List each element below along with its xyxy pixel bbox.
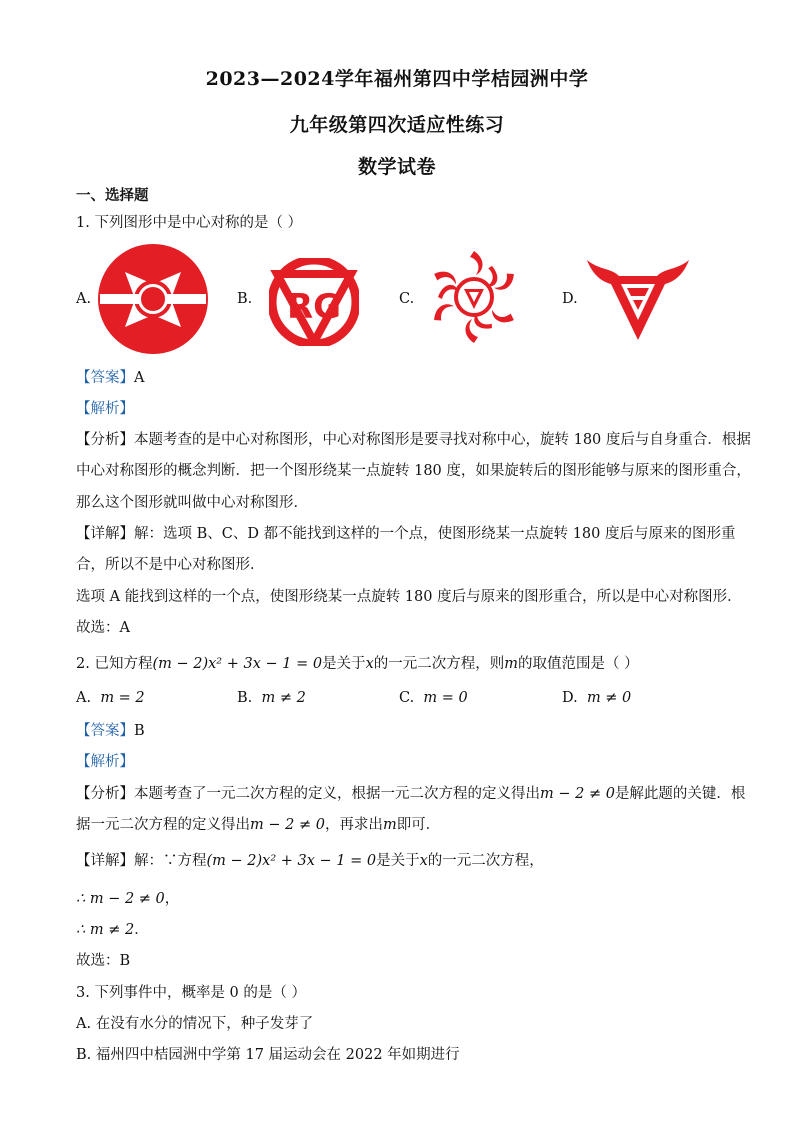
q2-fenxi-line2 [76, 815, 726, 835]
option-value: m = 0 [423, 690, 468, 706]
section-heading: 一、选择题 [76, 187, 149, 204]
header-exam-name: 九年级第四次适应性练习 [289, 114, 505, 136]
q3-option-a: A. 在没有水分的情况下，种子发芽了 [76, 1016, 314, 1032]
detail-text: 方程 [177, 853, 207, 869]
q1-analysis-tag: 【解析】 [76, 401, 134, 417]
q2-option-d [562, 690, 631, 706]
q2-step2 [76, 920, 726, 940]
detail-text: 是关于 [376, 853, 420, 869]
detail-text: 解： [134, 853, 163, 869]
fenxi-math: m [382, 817, 397, 833]
q2-fenxi-line1 [76, 784, 746, 804]
answer-tag: 【答案】 [76, 370, 134, 386]
q2-analysis-tag: 【解析】 [76, 754, 134, 770]
q1-detail-line2: 合，所以不是中心对称图形． [76, 557, 265, 573]
q2-var-x: x [365, 656, 374, 672]
q1-fenxi-line1 [76, 430, 751, 450]
q1-option-a-logo [95, 243, 211, 356]
fenxi-tag: 【分析】 [76, 786, 134, 802]
option-label: D. [562, 690, 578, 706]
step-punct: ． [134, 922, 149, 938]
q1-stem: 1. 下列图形中是中心对称的是（ ） [76, 215, 303, 231]
q1-fenxi-line3: 那么这个图形就叫做中心对称图形． [76, 495, 308, 511]
q2-option-b [237, 690, 306, 706]
detail-equation: (m − 2)x² + 3x − 1 = 0 [206, 853, 377, 869]
option-label: C. [399, 690, 415, 706]
q2-stem-part: 的一元二次方程，则 [373, 656, 505, 672]
q1-detail-line1 [76, 524, 736, 544]
header-subject: 数学试卷 [357, 156, 436, 178]
option-value: m ≠ 2 [261, 690, 306, 706]
q1-detail-line3: 选项 A 能找到这样的一个点，使图形绕某一点旋转 180 度后与原来的图形重合，所以是中心对称图形． [76, 589, 742, 605]
detail-tag: 【详解】 [76, 853, 134, 869]
q1-answer [76, 368, 726, 388]
q2-equation: (m − 2)x² + 3x − 1 = 0 [152, 656, 323, 672]
answer-value: A [134, 370, 145, 386]
fenxi-text: 本题考查了一元二次方程的定义，根据一元二次方程的定义得出 [134, 786, 540, 802]
detail-tag: 【详解】 [76, 526, 134, 542]
q1-option-d-label: D. [562, 291, 578, 307]
q1-option-b-label: B. [237, 291, 253, 307]
fenxi-text: 是解此题的关键．根 [614, 786, 746, 802]
option-value: m ≠ 0 [586, 690, 632, 706]
option-label: A. [76, 690, 92, 706]
q3-stem: 3. 下列事件中，概率是 0 的是（ ） [76, 985, 306, 1001]
fenxi-text: 即可． [396, 817, 441, 833]
q2-stem-part: 2. 已知方程 [76, 656, 153, 672]
q2-stem-part: 的取值范围是（ ） [518, 656, 639, 672]
q1-option-b-logo-text: RG [286, 287, 342, 327]
fenxi-text: 据一元二次方程的定义得出 [76, 817, 250, 833]
q3-option-b: B. 福州四中桔园洲中学第 17 届运动会在 2022 年如期进行 [76, 1047, 460, 1063]
because-symbol: ∵ [163, 853, 178, 869]
option-value: m = 2 [100, 690, 145, 706]
q2-var-m: m [504, 656, 518, 672]
step-math: ∴ m − 2 ≠ 0 [76, 891, 165, 907]
answer-tag: 【答案】 [76, 723, 134, 739]
q2-option-c [399, 690, 468, 706]
q1-option-c-label: C. [399, 291, 415, 307]
fenxi-tag: 【分析】 [76, 432, 134, 448]
q2-answer [76, 721, 726, 741]
q1-option-c-logo [426, 249, 522, 345]
q2-option-a [76, 690, 145, 706]
detail-text: 的一元二次方程， [427, 853, 544, 869]
q2-detail-line1 [76, 851, 726, 871]
option-label: B. [237, 690, 253, 706]
q1-option-d-logo [585, 256, 691, 342]
fenxi-math: m − 2 ≠ 0 [540, 786, 615, 802]
q1-option-a-label: A. [76, 291, 92, 307]
q1-option-b-logo [269, 258, 359, 346]
q2-stem [76, 654, 726, 674]
q2-stem-part: 是关于 [322, 656, 366, 672]
q2-choose: 故选：B [76, 953, 131, 969]
q2-step1 [76, 889, 726, 909]
q1-fenxi-line2: 中心对称图形的概念判断．把一个图形绕某一点旋转 180 度，如果旋转后的图形能够与原来的图形重合， [76, 463, 751, 479]
fenxi-text: ，再求出 [324, 817, 383, 833]
step-math: ∴ m ≠ 2 [76, 922, 135, 938]
detail-text: 解：选项 B、C、D 都不能找到这样的一个点，使图形绕某一点旋转 180 度后与原来的图形重 [134, 526, 736, 542]
fenxi-text: 本题考查的是中心对称图形，中心对称图形是要寻找对称中心，旋转 180 度后与自身重合．根据 [134, 432, 751, 448]
detail-math: x [419, 853, 428, 869]
q1-choose: 故选：A [76, 620, 130, 636]
header-school: 2023—2024学年福州第四中学桔园洲中学 [205, 68, 589, 90]
step-punct: ， [164, 891, 180, 907]
answer-value: B [134, 723, 145, 739]
fenxi-math: m − 2 ≠ 0 [250, 817, 325, 833]
